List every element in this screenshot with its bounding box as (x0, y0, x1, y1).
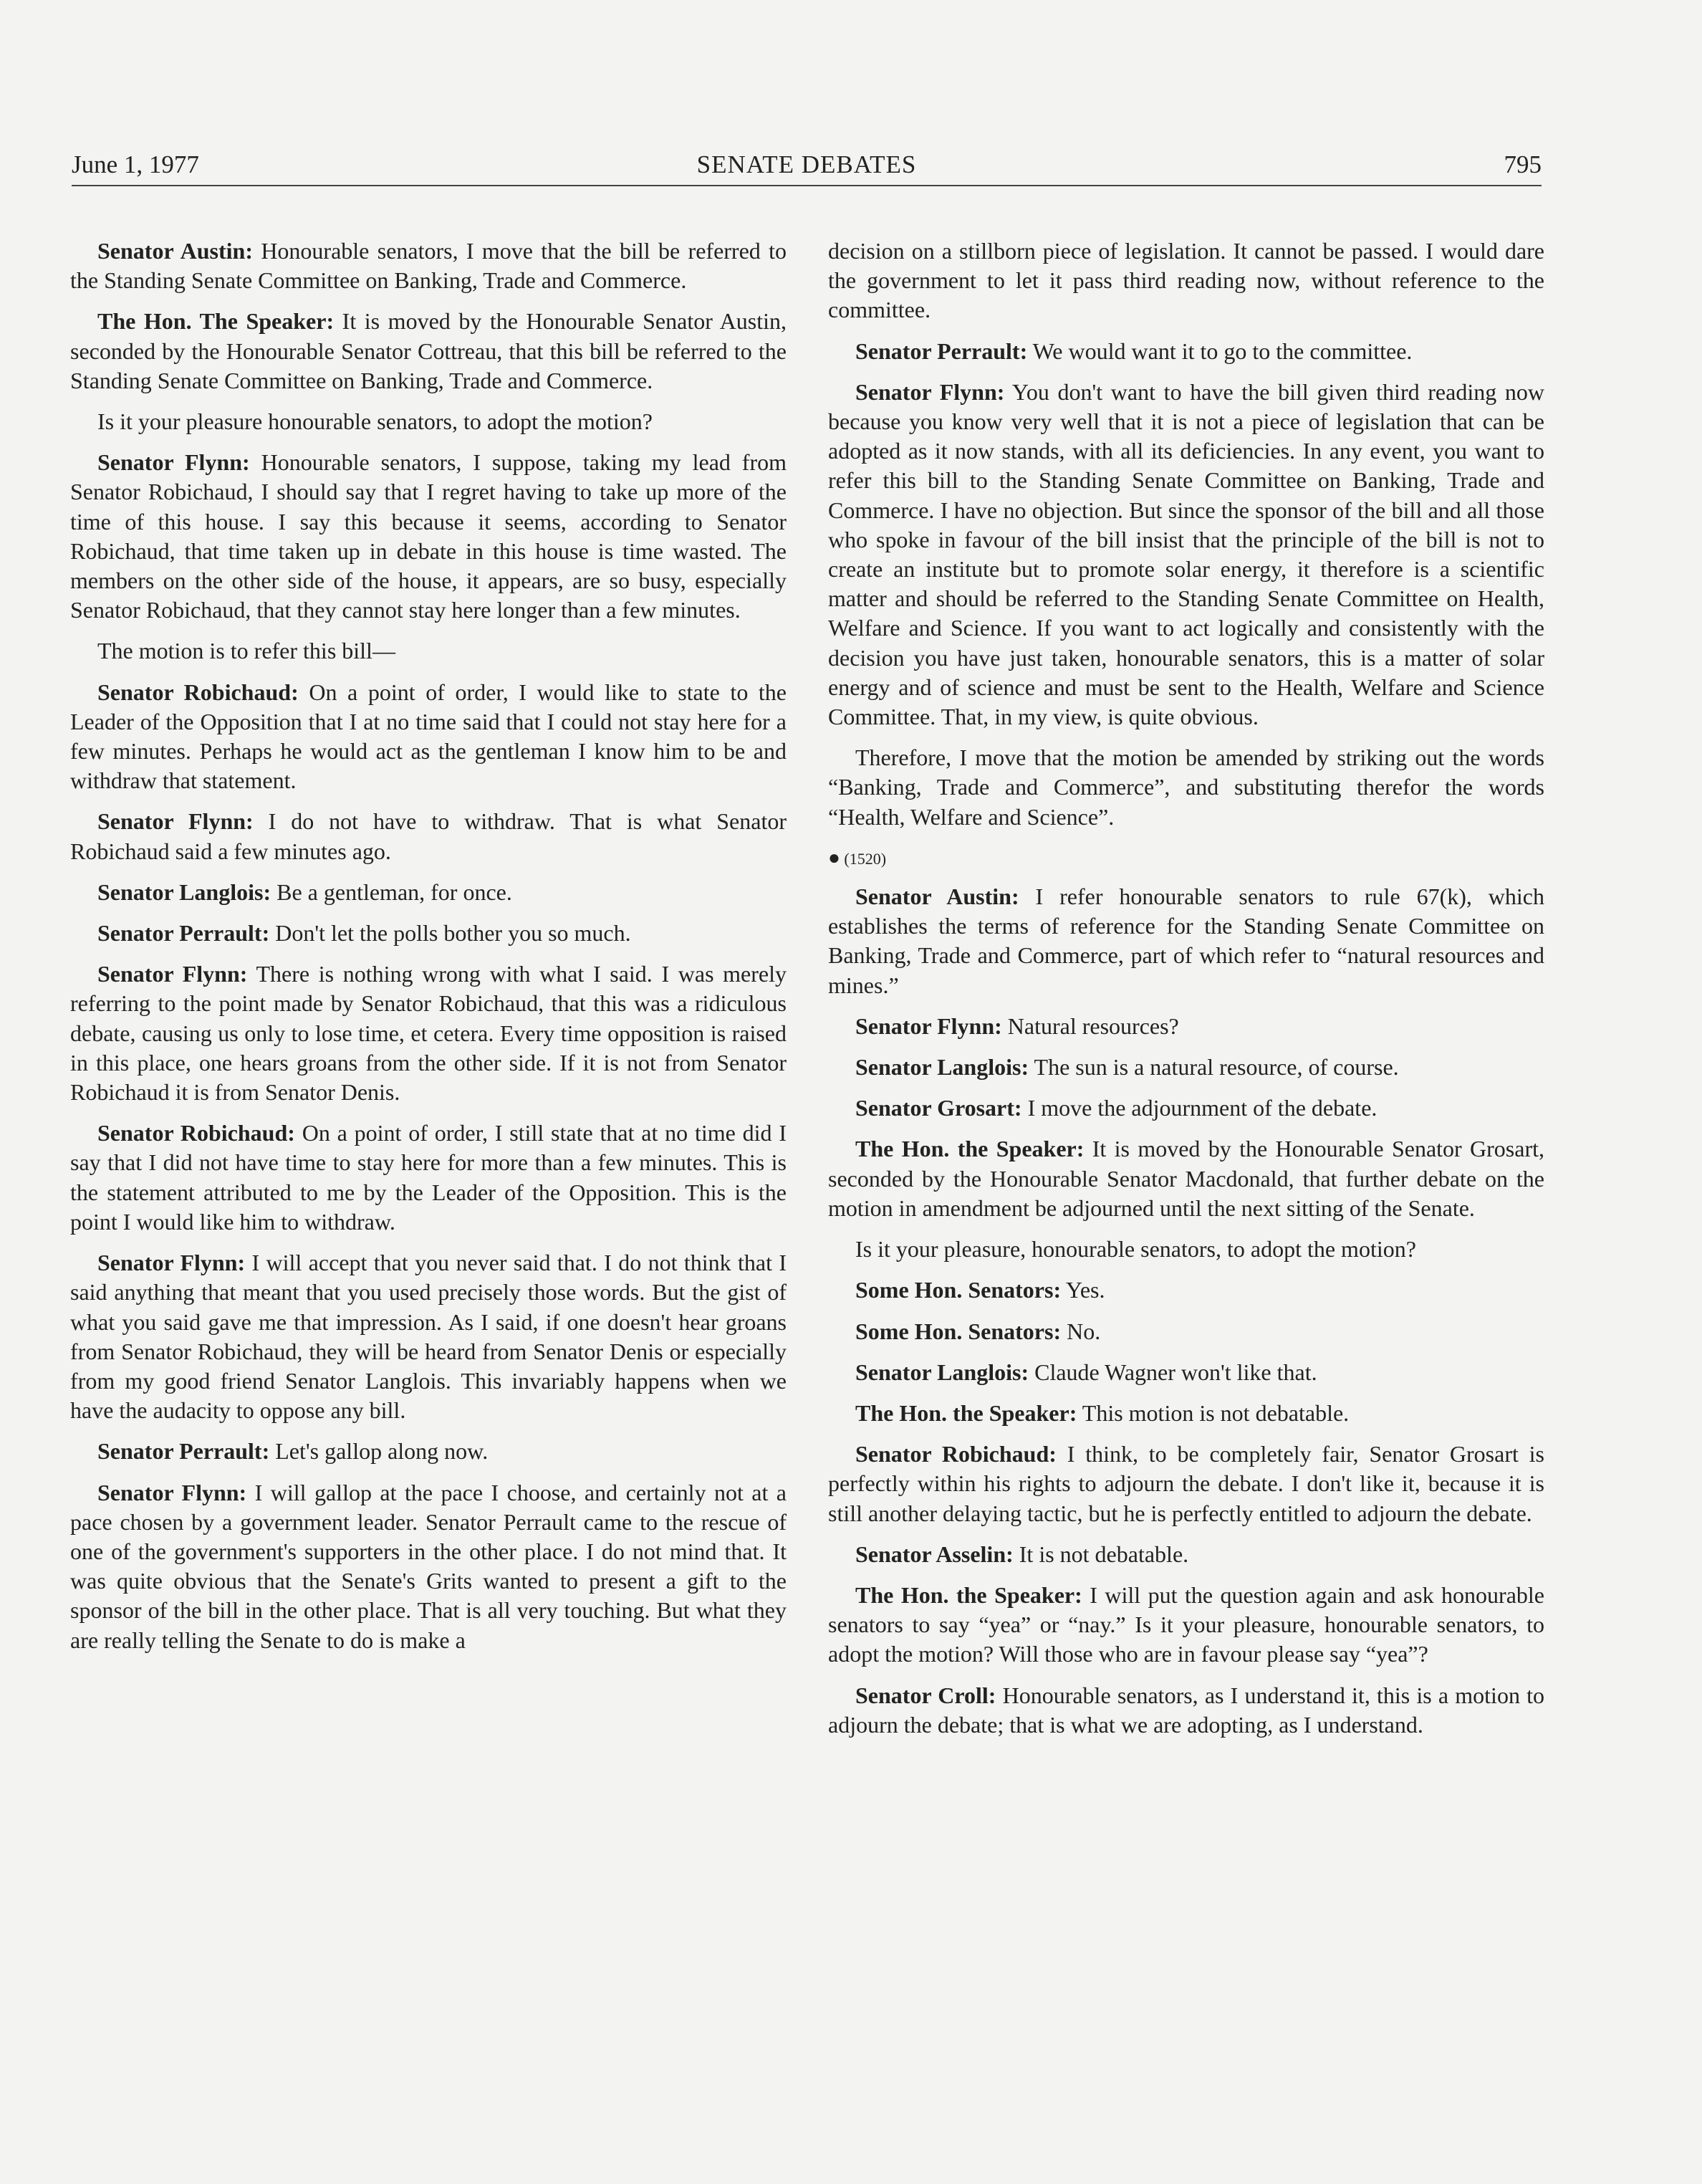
paragraph (70, 878, 787, 907)
paragraph (828, 1012, 1544, 1041)
speech-text: I think, to be completely fair, Senator Grosart is perfectly within his rights to adjourn the debate. I don't like it, because it is still another delaying tactic, but he is perfectly entitled to adjourn the debate. (828, 1441, 1545, 1526)
speech-text: Be a gentleman, for once. (271, 878, 512, 905)
speech-text: I will accept that you never said that. I do not think that I said anything that meant that you used precisely those words. But the gist of what you said gave me that impression. As I said, if one doesn't hear groans from Senator Robichaud, they will be heard from Senator Denis or especially from my good friend Senator Langlois. This invariably happens when we have the audacity to oppose any bill. (70, 1250, 787, 1424)
paragraph (828, 1093, 1544, 1123)
paragraph (70, 959, 787, 1107)
header-page-number: 795 (1504, 150, 1542, 178)
speech-text: Is it your pleasure honourable senators, to adopt the motion? (97, 408, 653, 435)
paragraph (828, 1358, 1544, 1387)
paragraph (70, 678, 787, 796)
paragraph (70, 807, 787, 866)
speech-text: The sun is a natural resource, of course. (1029, 1054, 1399, 1081)
paragraph (828, 882, 1544, 1000)
paragraph (70, 1248, 787, 1425)
speaker-name: The Hon. the Speaker: (855, 1136, 1085, 1162)
paragraph (828, 1540, 1544, 1569)
speech-text: I will gallop at the pace I choose, and certainly not at a pace chosen by a government leader. Senator Perrault came to the rescue of one of the government's supporters in the other place. I do not mind that. It was quite obvious that the Senate's Grits wanted to present a gift to the sponsor of the bill in the other place. That is all very touching. But what they are really telling the Senate to do is make a (70, 1479, 787, 1653)
speaker-name: Senator Perrault: (855, 337, 1028, 364)
paragraph (70, 1119, 787, 1237)
paragraph (828, 1134, 1544, 1223)
paragraph (70, 448, 787, 625)
time-marker-text: (1520) (844, 849, 887, 868)
header-date: June 1, 1977 (72, 150, 199, 178)
speaker-name: Senator Austin: (97, 238, 253, 264)
speech-text: Let's gallop along now. (269, 1438, 489, 1465)
paragraph (828, 1317, 1544, 1346)
speaker-name: The Hon. The Speaker: (97, 308, 335, 335)
speaker-name: Senator Langlois: (855, 1359, 1029, 1385)
speech-text: Natural resources? (1001, 1012, 1179, 1039)
speaker-name: Senator Austin: (855, 883, 1019, 910)
paragraph (70, 307, 787, 396)
speaker-name: The Hon. the Speaker: (855, 1399, 1077, 1426)
continued-paragraph: decision on a stillborn piece of legislation. It cannot be passed. I would dare the government to let it pass third reading now, without reference to the committee. (828, 238, 1544, 323)
speaker-name: Senator Flynn: (97, 808, 254, 835)
paragraph (828, 743, 1544, 832)
speaker-name: Senator Flynn: (855, 378, 1005, 405)
speaker-name: Senator Langlois: (855, 1054, 1029, 1081)
right-column (828, 236, 1544, 1751)
left-column (70, 236, 787, 1667)
speech-text: Yes. (1061, 1277, 1105, 1303)
paragraph (828, 1053, 1544, 1082)
paragraph (828, 1681, 1544, 1740)
speech-text: I do not have to withdraw. That is what Senator Robichaud said a few minutes ago. (70, 808, 787, 864)
time-marker (828, 843, 1544, 873)
speech-text: It is moved by the Honourable Senator Grosart, seconded by the Honourable Senator Macdonald, that further debate on the motion in amendment be adjourned until the next sitting of the Senate. (828, 1136, 1545, 1221)
speaker-name: Senator Robichaud: (97, 679, 299, 705)
paragraph (70, 1478, 787, 1655)
speech-text: You don't want to have the bill given third reading now because you know very well that it is not a piece of legislation that can be adopted as it now stands, with all its deficiencies. In any event, you want to refer this bill to the Standing Senate Committee on Banking, Trade and Commerce. I have no objection. But since the sponsor of the bill and all those who spoke in favour of the bill insist that the principle of the bill is not to create an institute but to promote solar energy, it therefore is a scientific matter and should be referred to the Standing Senate Committee on Health, Welfare and Science. If you want to act logically and consistently with the decision you have just taken, honourable senators, this is a matter of solar energy and of science and must be sent to the Health, Welfare and Science Committee. That, in my view, is quite obvious. (828, 378, 1545, 730)
speech-text: I will put the question again and ask honourable senators to say “yea” or “nay.” Is it your pleasure, honourable senators, to adopt the motion? Will those who are in favour please say “yea”? (828, 1581, 1544, 1667)
header-title: SENATE DEBATES (696, 150, 917, 178)
speaker-name: Senator Flynn: (97, 449, 250, 476)
speaker-name: Some Hon. Senators: (855, 1277, 1062, 1303)
speaker-name: Senator Perrault: (97, 920, 270, 947)
speaker-name: Some Hon. Senators: (855, 1318, 1062, 1344)
speech-text: The motion is to refer this bill— (97, 638, 395, 664)
speaker-name: Senator Perrault: (97, 1438, 270, 1465)
speech-text: Don't let the polls bother you so much. (269, 920, 631, 947)
speech-text: Honourable senators, I suppose, taking my lead from Senator Robichaud, I should say that I regret having to take up more of the time of this house. I say this because it seems, according to Senator Robichaud, that time taken up in debate in this house is time wasted. The members on the other side of the house, it appears, are so busy, especially Senator Robichaud, that they cannot stay here longer than a few minutes. (70, 449, 787, 623)
speech-text: I move the adjournment of the debate. (1021, 1095, 1378, 1121)
speaker-name: Senator Flynn: (855, 1012, 1002, 1039)
speech-text: Honourable senators, as I understand it, this is a motion to adjourn the debate; that is what we are adopting, as I understand. (828, 1682, 1545, 1738)
paragraph (70, 636, 787, 666)
running-header (72, 149, 1542, 186)
speaker-name: Senator Flynn: (97, 961, 248, 987)
paragraph (828, 1440, 1544, 1528)
speaker-name: Senator Langlois: (97, 878, 271, 905)
speech-text: There is nothing wrong with what I said. I was merely referring to the point made by Senator Robichaud, that this was a ridiculous debate, causing us only to lose time, et cetera. Every time opposition is raised in this place, one hears groans from the other side. If it is not from Senator Robichaud it is from Senator Denis. (70, 961, 787, 1106)
speech-text: Honourable senators, I move that the bill be referred to the Standing Senate Committee on Banking, Trade and Commerce. (70, 238, 787, 294)
speech-text: I refer honourable senators to rule 67(k), which establishes the terms of reference for the Standing Senate Committee on Banking, Trade and Commerce, part of which refer to “natural resources and mines.” (828, 883, 1545, 998)
speech-text: Therefore, I move that the motion be amended by striking out the words “Banking, Trade and Commerce”, and substituting therefor the words “Health, Welfare and Science”. (828, 744, 1544, 830)
bullet-icon: ● (828, 846, 840, 869)
paragraph (70, 236, 787, 295)
speaker-name: Senator Croll: (855, 1682, 996, 1708)
speech-text: No. (1061, 1318, 1101, 1344)
paragraph (828, 1581, 1544, 1670)
paragraph (828, 1235, 1544, 1264)
speaker-name: The Hon. the Speaker: (855, 1581, 1082, 1608)
paragraph (70, 407, 787, 436)
speech-text: We would want it to go to the committee. (1027, 337, 1413, 364)
speech-text: This motion is not debatable. (1077, 1399, 1350, 1426)
speaker-name: Senator Robichaud: (855, 1441, 1057, 1467)
paragraph (828, 1275, 1544, 1305)
speech-text: Claude Wagner won't like that. (1029, 1359, 1317, 1385)
speech-text: It is not debatable. (1013, 1541, 1189, 1567)
speech-text: It is moved by the Honourable Senator Austin, seconded by the Honourable Senator Cottreau, that this bill be referred to the Standing Senate Committee on Banking, Trade and Commerce. (70, 308, 787, 393)
speaker-name: Senator Robichaud: (97, 1120, 295, 1146)
paragraph (828, 1399, 1544, 1428)
speaker-name: Senator Flynn: (97, 1479, 247, 1505)
speaker-name: Senator Grosart: (855, 1095, 1022, 1121)
paragraph (70, 1437, 787, 1466)
speaker-name: Senator Asselin: (855, 1541, 1014, 1567)
paragraph (828, 337, 1544, 366)
paragraph (828, 378, 1544, 732)
speech-text: On a point of order, I still state that at no time did I say that I did not have time to stay here for more than a few minutes. This is the statement attributed to me by the Leader of the Opposition. This is the point I would like him to withdraw. (70, 1120, 787, 1235)
speech-text: Is it your pleasure, honourable senators, to adopt the motion? (855, 1236, 1416, 1263)
speaker-name: Senator Flynn: (97, 1250, 246, 1276)
speech-text: On a point of order, I would like to state to the Leader of the Opposition that I at no time said that I could not stay here for a few minutes. Perhaps he would act as the gentleman I know him to be and withdraw that statement. (70, 679, 787, 794)
paragraph (70, 919, 787, 948)
